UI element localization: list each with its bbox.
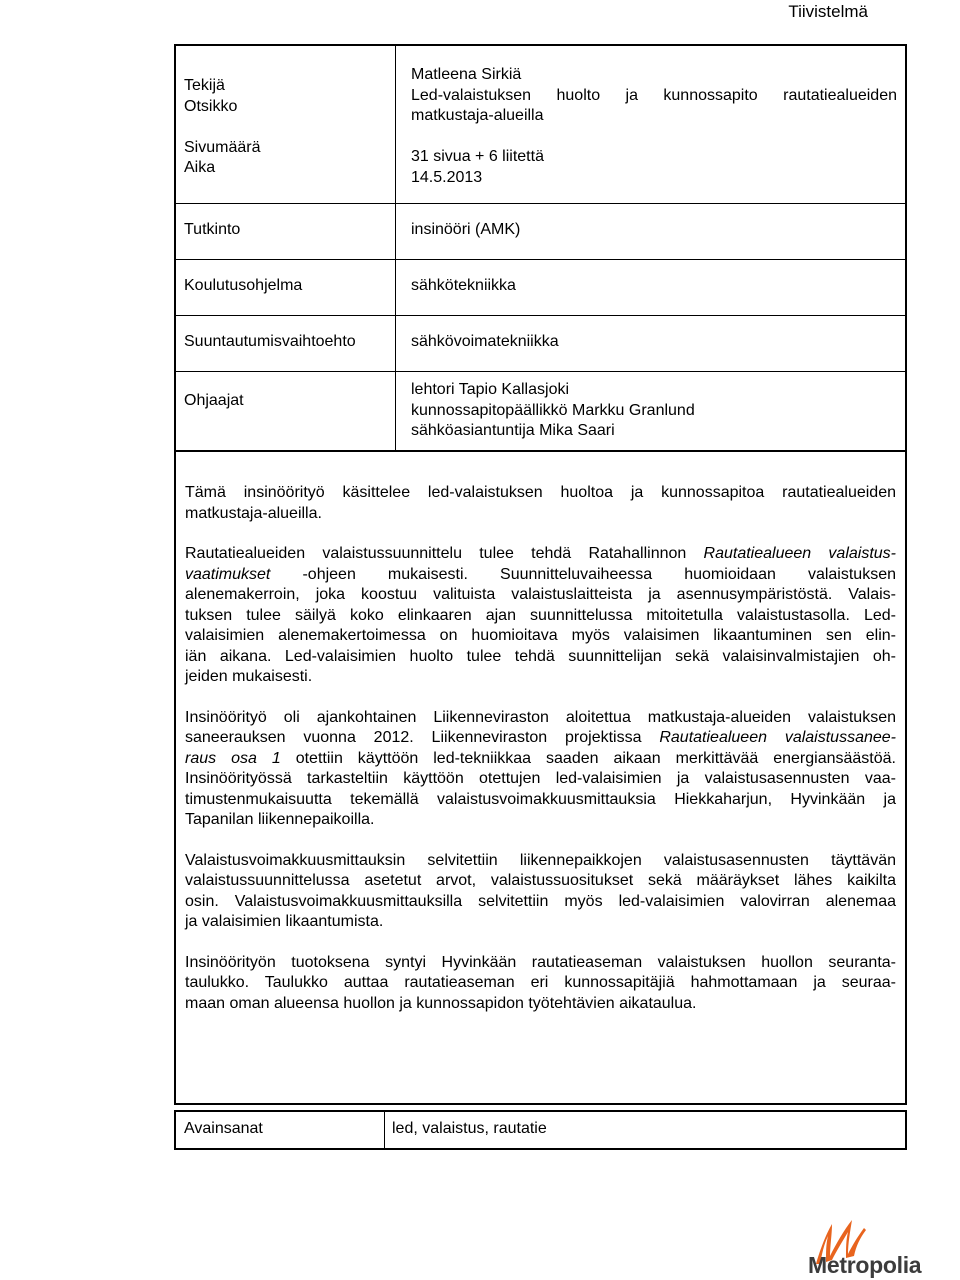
author-value: Matleena Sirkiä [411, 66, 522, 83]
keywords-value: led, valaistus, rautatie [392, 1120, 547, 1137]
programme-label: Koulutusohjelma [184, 277, 303, 294]
metadata-row-title [176, 46, 905, 204]
document-type-title: Tiivistelmä [788, 2, 868, 21]
instructor-3: sähköasiantuntija Mika Saari [411, 422, 615, 439]
abstract-paragraph-2: Rautatiealueiden valaistussuunnittelu tulee tehdä Ratahallinnon Rautatiealueen valaistus- vaatimukset -ohjeen mukaisesti. Suunnitteluvaiheessa huomioidaan valaistuksen alenemakerroin, joka koostuu valituista valaistuslaitteista ja asennusympäristöstä. Valais- tuksen tulee säilyä koko elinkaaren ajan suunnittelussa mitoitetulla valaistustasolla. Led- valaisimien alenemakertoimessa on huomioitava myös valaisimen likaantuminen sen elin- iän aikana. Led-valaisimien huolto tulee tehdä suunnittelijan sekä valaisinvalmistajien oh- jeiden mukaisesti. [185, 545, 896, 685]
metropolia-logo-text: Metropolia [808, 1252, 922, 1278]
title-value-line2: matkustaja-alueilla [411, 107, 544, 124]
abstract-paragraph-3: Insinöörityö oli ajankohtainen Liikenneviraston aloitettua matkustaja-alueiden valaistuksen saneerauksen vuonna 2012. Liikenneviraston projektissa Rautatiealueen valaistussanee- raus osa 1 otettiin käyttöön led-tekniikkaa saaden aikaan merkittävää energiansäästöä. Insinöörityössä tarkasteltiin käyttöön otettujen led-valaisimien ja valaistusasennusten vaa- timustenmukaisuutta tekemällä valaistusvoimakkuusmittauksia Hiekkaharjun, Hyvinkään ja Tapanilan liikennepaikoilla. [185, 708, 896, 828]
pages-value: 31 sivua + 6 liitettä [411, 148, 544, 165]
programme-value: sähkötekniikka [411, 277, 516, 294]
degree-label: Tutkinto [184, 221, 241, 238]
metadata-table [174, 44, 907, 452]
specialisation-value: sähkövoimatekniikka [411, 333, 559, 350]
title-value-line1: Led-valaistuksen huolto ja kunnossapito rautatiealueiden [411, 86, 897, 104]
metadata-row-specialisation [176, 315, 905, 372]
metadata-row-degree [176, 203, 905, 260]
instructors-label: Ohjaajat [184, 392, 244, 409]
author-label: Tekijä [184, 77, 225, 94]
date-value: 14.5.2013 [411, 168, 483, 186]
abstract-paragraph-5: Insinöörityön tuotoksena syntyi Hyvinkään rautatieaseman valaistuksen huollon seuranta- taulukko. Taulukko auttaa rautatieaseman eri kunnossapitäjiä hahmottamaan ja seuraa- maan oman alueensa huollon ja kunnossapidon työtehtävien aikataulua. [185, 953, 896, 1012]
date-label: Aika [184, 159, 216, 176]
title-label: Otsikko [184, 97, 238, 115]
instructor-1: lehtori Tapio Kallasjoki [411, 381, 570, 398]
metadata-row-instructors [176, 371, 905, 450]
keywords-table [174, 1110, 907, 1150]
abstract-paragraph-4: Valaistusvoimakkuusmittauksin selvitettiin liikennepaikkojen valaistusasennusten täyttävän valaistussuunnittelussa asetetut arvot, valaistussuositukset sekä määräykset lähes kaikilta osin. Valaistusvoimakkuusmittauksilla selvitettiin myös led-valaisimien valovirran alenemaa ja valaisimien likaantumista. [185, 851, 896, 930]
keywords-label: Avainsanat [184, 1120, 263, 1137]
keywords-divider [384, 1112, 385, 1148]
degree-value: insinööri (AMK) [411, 221, 521, 238]
abstract-box [174, 450, 907, 1105]
metadata-row-programme [176, 259, 905, 316]
abstract-paragraph-1: Tämä insinöörityö käsittelee led-valaistuksen huoltoa ja kunnossapitoa rautatiealueiden matkustaja-alueilla. [185, 484, 896, 522]
specialisation-label: Suuntautumisvaihtoehto [184, 333, 356, 350]
pages-label: Sivumäärä [184, 138, 261, 156]
instructor-2: kunnossapitopäällikkö Markku Granlund [411, 401, 695, 419]
